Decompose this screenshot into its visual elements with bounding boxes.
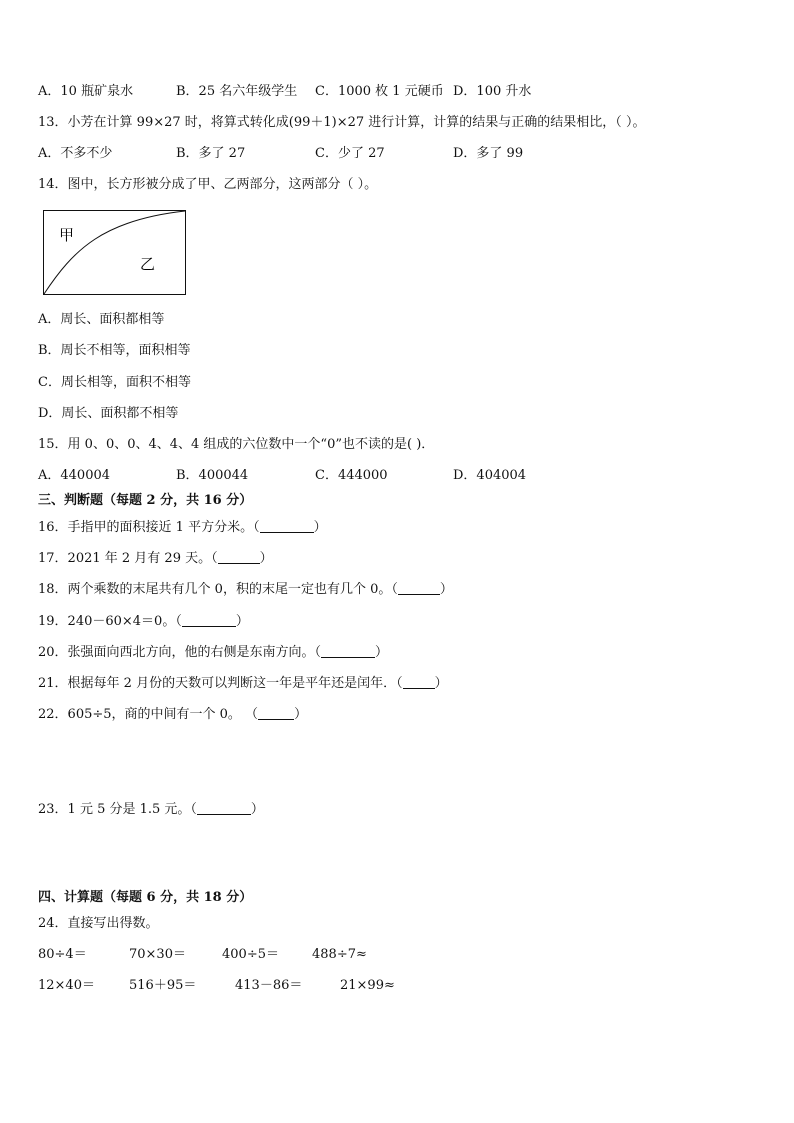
calc-item: 413－86＝ <box>235 978 303 993</box>
q14-option-a[interactable]: A．周长、面积都相等 <box>38 312 165 327</box>
judge-item-text: 20．张强面向西北方向，他的右侧是东南方向。（ <box>38 645 322 660</box>
q13-option-d[interactable]: D．多了 99 <box>453 146 524 161</box>
rectangle-figure <box>43 210 187 296</box>
answer-blank[interactable] <box>398 582 440 595</box>
judge-item-close: ） <box>439 582 453 597</box>
q15-text: 15．用 0、0、0、4、4、4 组成的六位数中一个“0”也不读的是( )． <box>38 437 435 452</box>
figure-label-a: 甲 <box>59 226 75 244</box>
judge-item-text: 21．根据每年 2 月份的天数可以判断这一年是平年还是闰年．（ <box>38 676 403 691</box>
q12-option-c[interactable]: C．1000 枚 1 元硬币 <box>315 84 444 99</box>
calc-item: 400÷5＝ <box>222 947 279 962</box>
curve-divider <box>44 211 185 294</box>
judge-item <box>38 676 448 692</box>
figure-label-b: 乙 <box>140 255 156 273</box>
judge-item <box>38 582 453 598</box>
calc-item: 21×99≈ <box>340 978 395 993</box>
judge-item <box>38 614 249 630</box>
calc-item: 488÷7≈ <box>312 947 367 962</box>
judge-item <box>38 802 264 818</box>
answer-blank[interactable] <box>321 645 375 658</box>
judge-item-text: 22．605÷5，商的中间有一个 0。 （ <box>38 707 259 722</box>
answer-blank[interactable] <box>197 802 251 815</box>
q15-option-c[interactable]: C．444000 <box>315 468 388 483</box>
q12-option-b[interactable]: B．25 名六年级学生 <box>176 84 298 99</box>
q15-option-d[interactable]: D．404004 <box>453 468 527 483</box>
judge-item-text: 16．手指甲的面积接近 1 平方分米。（ <box>38 520 260 535</box>
judge-item <box>38 520 327 536</box>
calc-item: 12×40＝ <box>38 978 95 993</box>
q13-option-c[interactable]: C．少了 27 <box>315 146 385 161</box>
q15-option-a[interactable]: A．440004 <box>38 468 111 483</box>
rectangle-outline <box>44 211 186 295</box>
q14-option-d[interactable]: D．周长、面积都不相等 <box>38 406 179 421</box>
q13-option-a[interactable]: A．不多不少 <box>38 146 113 161</box>
judge-item-text: 17．2021 年 2 月有 29 天。（ <box>38 551 218 566</box>
q14-text: 14．图中，长方形被分成了甲、乙两部分，这两部分（ ）。 <box>38 177 378 192</box>
judge-item-close: ） <box>250 802 264 817</box>
judge-item-close: ） <box>294 707 308 722</box>
judge-item <box>38 551 273 567</box>
q14-option-c[interactable]: C．周长相等，面积不相等 <box>38 375 191 390</box>
q24-text: 24．直接写出得数。 <box>38 916 159 931</box>
calc-item: 516＋95＝ <box>129 978 197 993</box>
answer-blank[interactable] <box>218 551 260 564</box>
judge-item-text: 23．1 元 5 分是 1.5 元。（ <box>38 802 197 817</box>
q15-option-b[interactable]: B．400044 <box>176 468 249 483</box>
judge-item <box>38 645 388 661</box>
answer-blank[interactable] <box>258 707 294 720</box>
judge-item-close: ） <box>235 614 249 629</box>
judge-item-close: ） <box>375 645 389 660</box>
judge-item <box>38 707 307 723</box>
q14-option-b[interactable]: B．周长不相等，面积相等 <box>38 343 191 358</box>
judge-item-text: 19．240－60×4＝0。（ <box>38 614 182 629</box>
answer-blank[interactable] <box>182 614 236 627</box>
q13-option-b[interactable]: B．多了 27 <box>176 146 246 161</box>
section3-title: 三、判断题（每题 2 分，共 16 分） <box>38 493 253 508</box>
answer-blank[interactable] <box>403 676 435 689</box>
q13-text: 13．小芳在计算 99×27 时，将算式转化成(99＋1)×27 进行计算，计算的结果与正确的结果相比，（ ）。 <box>38 115 646 130</box>
judge-item-text: 18．两个乘数的末尾共有几个 0，积的末尾一定也有几个 0。（ <box>38 582 398 597</box>
q12-option-d[interactable]: D．100 升水 <box>453 84 532 99</box>
judge-item-close: ） <box>259 551 273 566</box>
q12-option-a[interactable]: A．10 瓶矿泉水 <box>38 84 134 99</box>
judge-item-close: ） <box>313 520 327 535</box>
calc-item: 80÷4＝ <box>38 947 87 962</box>
section4-title: 四、计算题（每题 6 分，共 18 分） <box>38 890 253 905</box>
judge-item-close: ） <box>434 676 448 691</box>
answer-blank[interactable] <box>260 520 314 533</box>
calc-item: 70×30＝ <box>129 947 186 962</box>
